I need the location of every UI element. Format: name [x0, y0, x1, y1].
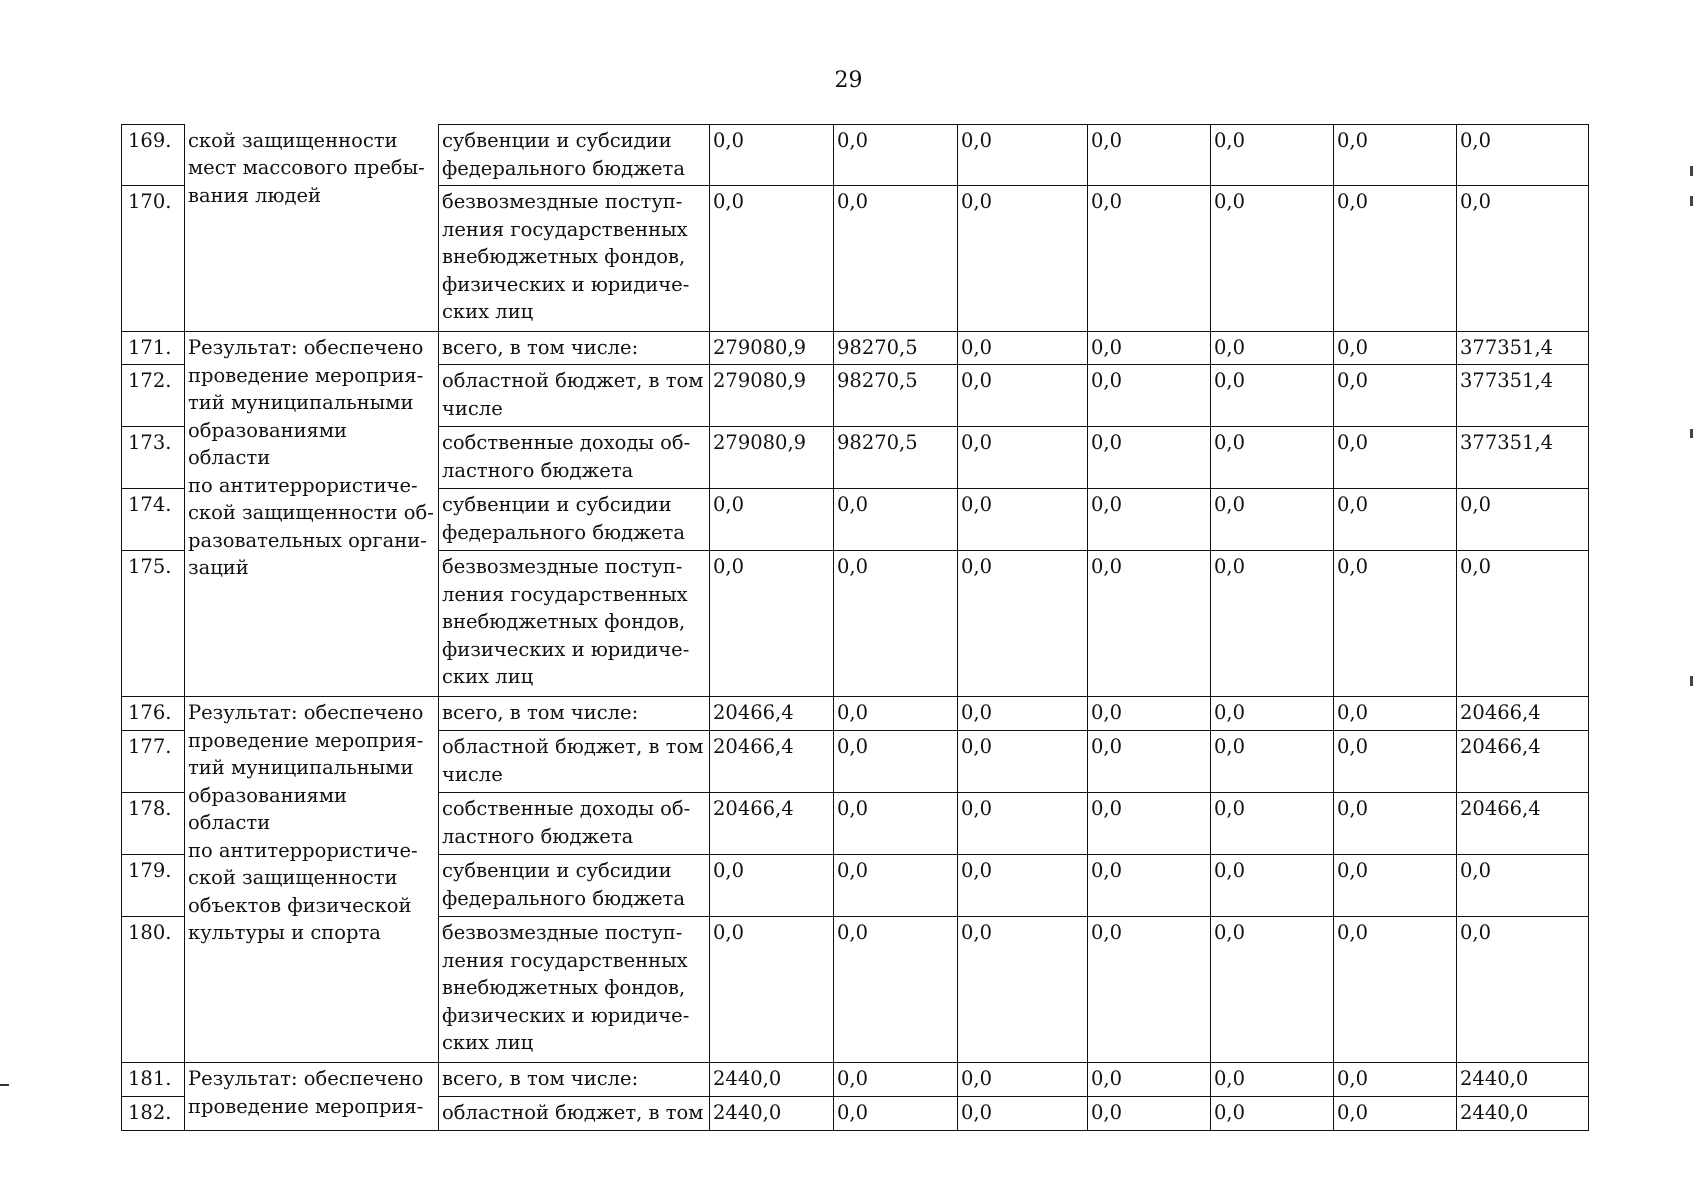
amount-cell: 0,0 — [1088, 697, 1211, 731]
row-number: 182. — [122, 1097, 185, 1131]
funding-source-line: ских лиц — [442, 300, 534, 323]
budget-table — [121, 124, 1589, 1131]
table-row — [122, 1063, 1589, 1097]
amount-cell: 279080,9 — [710, 365, 834, 427]
funding-source-line: федерального бюджета — [442, 886, 685, 910]
amount-cell: 20466,4 — [710, 793, 834, 855]
funding-source-line: собственные доходы об- — [442, 431, 691, 454]
description-line: проведение мероприя- — [188, 363, 424, 387]
amount-cell: 0,0 — [710, 186, 834, 332]
amount-cell: 0,0 — [1211, 365, 1334, 427]
amount-cell: 0,0 — [1334, 855, 1457, 917]
amount-cell: 0,0 — [958, 125, 1088, 186]
funding-source-line: безвозмездные поступ- — [442, 555, 683, 578]
amount-cell: 0,0 — [1334, 793, 1457, 855]
amount-cell: 0,0 — [834, 855, 958, 917]
margin-mark — [0, 1084, 9, 1086]
amount-cell: 0,0 — [1334, 1097, 1457, 1131]
amount-cell: 98270,5 — [834, 332, 958, 365]
description-line: образованиями области — [188, 783, 348, 834]
amount-cell: 0,0 — [1211, 917, 1334, 1063]
amount-cell: 0,0 — [958, 332, 1088, 365]
description-line: ской защищенности — [188, 128, 398, 152]
funding-source-line: ских лиц — [442, 1031, 534, 1054]
amount-cell: 0,0 — [1088, 793, 1211, 855]
amount-cell: 0,0 — [958, 917, 1088, 1063]
amount-cell: 0,0 — [834, 917, 958, 1063]
amount-cell: 377351,4 — [1457, 332, 1589, 365]
funding-source-line: субвенции и субсидии — [442, 129, 672, 152]
amount-cell: 0,0 — [710, 855, 834, 917]
funding-source-line: физических и юридиче- — [442, 1003, 690, 1027]
amount-cell: 0,0 — [834, 551, 958, 697]
description-line: вания людей — [188, 183, 322, 207]
result-description — [185, 1063, 439, 1131]
amount-cell: 98270,5 — [834, 365, 958, 427]
result-description — [185, 697, 439, 1063]
amount-cell: 0,0 — [834, 1063, 958, 1097]
amount-cell: 0,0 — [1457, 186, 1589, 332]
margin-mark — [1690, 166, 1693, 176]
funding-source-line: субвенции и субсидии — [442, 493, 672, 516]
funding-source — [439, 489, 710, 551]
row-number: 181. — [122, 1063, 185, 1097]
amount-cell: 0,0 — [710, 125, 834, 186]
margin-mark — [1690, 196, 1693, 206]
row-number: 172. — [122, 365, 185, 427]
amount-cell: 2440,0 — [710, 1063, 834, 1097]
amount-cell: 0,0 — [834, 1097, 958, 1131]
amount-cell: 0,0 — [1334, 917, 1457, 1063]
amount-cell: 0,0 — [1088, 855, 1211, 917]
amount-cell: 0,0 — [958, 186, 1088, 332]
funding-source — [439, 731, 710, 793]
description-line: образованиями области — [188, 418, 348, 469]
row-number: 177. — [122, 731, 185, 793]
table-row — [122, 697, 1589, 731]
amount-cell: 0,0 — [1457, 489, 1589, 551]
amount-cell: 0,0 — [1211, 551, 1334, 697]
funding-source-line: субвенции и субсидии — [442, 859, 672, 882]
amount-cell: 0,0 — [958, 793, 1088, 855]
row-number: 179. — [122, 855, 185, 917]
amount-cell: 0,0 — [1457, 125, 1589, 186]
funding-source — [439, 1097, 710, 1131]
amount-cell: 0,0 — [1457, 917, 1589, 1063]
funding-source-line: ластного бюджета — [442, 458, 634, 482]
amount-cell: 20466,4 — [1457, 697, 1589, 731]
amount-cell: 0,0 — [710, 551, 834, 697]
amount-cell: 0,0 — [1334, 186, 1457, 332]
description-line: Результат: обеспечено — [188, 1067, 424, 1090]
amount-cell: 0,0 — [958, 365, 1088, 427]
row-number: 180. — [122, 917, 185, 1063]
margin-mark — [1690, 429, 1693, 438]
funding-source-line: безвозмездные поступ- — [442, 190, 683, 213]
table-row — [122, 332, 1589, 365]
amount-cell: 0,0 — [710, 489, 834, 551]
amount-cell: 0,0 — [1211, 125, 1334, 186]
row-number: 174. — [122, 489, 185, 551]
funding-source-line: числе — [442, 396, 503, 420]
amount-cell: 0,0 — [834, 186, 958, 332]
amount-cell: 0,0 — [958, 855, 1088, 917]
amount-cell: 2440,0 — [1457, 1097, 1589, 1131]
funding-source — [439, 186, 710, 332]
funding-source-line: физических и юридиче- — [442, 272, 690, 296]
amount-cell: 0,0 — [1334, 731, 1457, 793]
funding-source — [439, 793, 710, 855]
funding-source — [439, 125, 710, 186]
amount-cell: 0,0 — [834, 793, 958, 855]
amount-cell: 0,0 — [958, 1063, 1088, 1097]
description-line: проведение мероприя- — [188, 728, 424, 752]
funding-source-line: всего, в том числе: — [442, 336, 639, 359]
funding-source-line: областной бюджет, в том — [442, 735, 704, 758]
funding-source-line: ластного бюджета — [442, 824, 634, 848]
table-row — [122, 125, 1589, 186]
amount-cell: 20466,4 — [1457, 793, 1589, 855]
amount-cell: 0,0 — [958, 1097, 1088, 1131]
amount-cell: 0,0 — [1088, 1063, 1211, 1097]
row-number: 176. — [122, 697, 185, 731]
amount-cell: 0,0 — [834, 697, 958, 731]
amount-cell: 0,0 — [1211, 793, 1334, 855]
result-description — [185, 125, 439, 332]
description-line: тий муниципальными — [188, 391, 414, 414]
amount-cell: 0,0 — [1334, 332, 1457, 365]
amount-cell: 0,0 — [1334, 697, 1457, 731]
amount-cell: 0,0 — [1457, 551, 1589, 697]
funding-source-line: всего, в том числе: — [442, 701, 639, 724]
funding-source-line: областной бюджет, в том — [442, 1101, 704, 1124]
description-line: мест массового пребы- — [188, 156, 425, 179]
amount-cell: 0,0 — [1457, 855, 1589, 917]
amount-cell: 0,0 — [1211, 1097, 1334, 1131]
description-line: Результат: обеспечено — [188, 336, 424, 359]
description-line: тий муниципальными — [188, 756, 414, 779]
funding-source — [439, 332, 710, 365]
amount-cell: 0,0 — [834, 731, 958, 793]
description-line: ской защищенности об- — [188, 501, 434, 524]
amount-cell: 0,0 — [958, 551, 1088, 697]
row-number: 173. — [122, 427, 185, 489]
amount-cell: 0,0 — [1211, 186, 1334, 332]
amount-cell: 20466,4 — [710, 731, 834, 793]
amount-cell: 0,0 — [1088, 332, 1211, 365]
amount-cell: 0,0 — [1211, 332, 1334, 365]
amount-cell: 0,0 — [1088, 365, 1211, 427]
funding-source-line: всего, в том числе: — [442, 1067, 639, 1090]
table-body — [122, 125, 1589, 1131]
amount-cell: 0,0 — [1088, 917, 1211, 1063]
funding-source-line: ления государственных — [442, 217, 688, 241]
amount-cell: 0,0 — [1334, 551, 1457, 697]
funding-source-line: федерального бюджета — [442, 156, 685, 180]
amount-cell: 0,0 — [958, 427, 1088, 489]
amount-cell: 0,0 — [710, 917, 834, 1063]
amount-cell: 0,0 — [1334, 1063, 1457, 1097]
funding-source — [439, 697, 710, 731]
amount-cell: 20466,4 — [1457, 731, 1589, 793]
amount-cell: 98270,5 — [834, 427, 958, 489]
description-line: проведение мероприя- — [188, 1094, 424, 1118]
amount-cell: 377351,4 — [1457, 427, 1589, 489]
funding-source-line: ления государственных — [442, 582, 688, 606]
funding-source-line: ских лиц — [442, 665, 534, 688]
funding-source-line: числе — [442, 762, 503, 786]
amount-cell: 0,0 — [958, 731, 1088, 793]
funding-source — [439, 551, 710, 697]
amount-cell: 0,0 — [1211, 1063, 1334, 1097]
amount-cell: 0,0 — [1211, 489, 1334, 551]
page-number: 29 — [834, 68, 863, 93]
amount-cell: 0,0 — [1088, 125, 1211, 186]
amount-cell: 0,0 — [1088, 489, 1211, 551]
amount-cell: 0,0 — [1088, 1097, 1211, 1131]
amount-cell: 279080,9 — [710, 427, 834, 489]
funding-source — [439, 427, 710, 489]
row-number: 171. — [122, 332, 185, 365]
margin-mark — [1690, 676, 1693, 686]
amount-cell: 2440,0 — [710, 1097, 834, 1131]
funding-source-line: областной бюджет, в том — [442, 369, 704, 392]
description-line: Результат: обеспечено — [188, 701, 424, 724]
amount-cell: 0,0 — [958, 489, 1088, 551]
funding-source — [439, 1063, 710, 1097]
funding-source-line: ления государственных — [442, 948, 688, 972]
funding-source — [439, 365, 710, 427]
description-line: по антитеррористиче- — [188, 838, 418, 862]
amount-cell: 0,0 — [1211, 697, 1334, 731]
amount-cell: 0,0 — [1334, 427, 1457, 489]
amount-cell: 279080,9 — [710, 332, 834, 365]
description-line: заций — [188, 556, 249, 579]
funding-source — [439, 855, 710, 917]
amount-cell: 0,0 — [1211, 427, 1334, 489]
row-number: 178. — [122, 793, 185, 855]
description-line: культуры и спорта — [188, 921, 381, 944]
funding-source-line: внебюджетных фондов, — [442, 976, 686, 999]
amount-cell: 20466,4 — [710, 697, 834, 731]
amount-cell: 0,0 — [1088, 551, 1211, 697]
row-number: 169. — [122, 125, 185, 186]
description-line: объектов физической — [188, 893, 412, 917]
amount-cell: 0,0 — [1088, 186, 1211, 332]
funding-source-line: безвозмездные поступ- — [442, 921, 683, 944]
funding-source-line: внебюджетных фондов, — [442, 245, 686, 268]
funding-source-line: внебюджетных фондов, — [442, 610, 686, 633]
funding-source — [439, 917, 710, 1063]
amount-cell: 0,0 — [1211, 731, 1334, 793]
amount-cell: 0,0 — [1088, 731, 1211, 793]
amount-cell: 0,0 — [1334, 365, 1457, 427]
amount-cell: 377351,4 — [1457, 365, 1589, 427]
description-line: ской защищенности — [188, 866, 398, 889]
funding-source-line: собственные доходы об- — [442, 797, 691, 820]
funding-source-line: физических и юридиче- — [442, 637, 690, 661]
description-line: по антитеррористиче- — [188, 473, 418, 497]
amount-cell: 0,0 — [834, 489, 958, 551]
amount-cell: 2440,0 — [1457, 1063, 1589, 1097]
amount-cell: 0,0 — [834, 125, 958, 186]
amount-cell: 0,0 — [1334, 125, 1457, 186]
amount-cell: 0,0 — [1211, 855, 1334, 917]
funding-source-line: федерального бюджета — [442, 520, 685, 544]
amount-cell: 0,0 — [1334, 489, 1457, 551]
amount-cell: 0,0 — [958, 697, 1088, 731]
result-description — [185, 332, 439, 697]
amount-cell: 0,0 — [1088, 427, 1211, 489]
description-line: разовательных органи- — [188, 528, 427, 552]
row-number: 175. — [122, 551, 185, 697]
row-number: 170. — [122, 186, 185, 332]
